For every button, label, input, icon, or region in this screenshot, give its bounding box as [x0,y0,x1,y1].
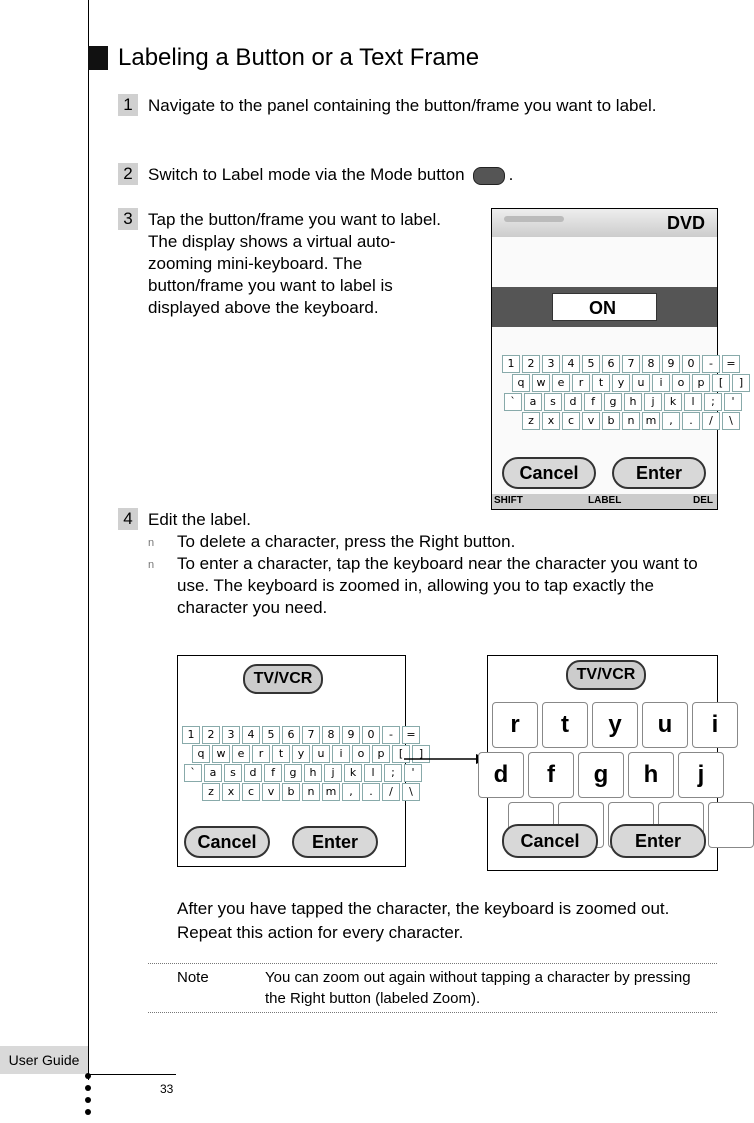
cancel-button[interactable]: Cancel [502,457,596,489]
keyboard-key[interactable]: 6 [602,355,620,373]
screen-label-mode [491,208,744,510]
keyboard-key[interactable]: 4 [562,355,580,373]
key-u[interactable]: u [642,702,688,748]
keyboard-key[interactable]: 0 [682,355,700,373]
keyboard-key[interactable]: w [212,745,230,763]
keyboard-key[interactable]: p [372,745,390,763]
step-number: 1 [118,94,138,116]
keyboard-key[interactable]: ; [704,393,722,411]
footer-line [88,1074,176,1075]
keyboard-key[interactable]: = [722,355,740,373]
keyboard-key[interactable]: h [624,393,642,411]
arrow-right-icon [404,752,488,766]
key-r[interactable]: r [492,702,538,748]
keyboard-key[interactable]: l [364,764,382,782]
keyboard-key[interactable]: c [242,783,260,801]
keyboard-key[interactable]: d [564,393,582,411]
margin-line [88,0,89,1080]
keyboard-key[interactable]: r [572,374,590,392]
zoomed-key-row [492,702,738,748]
keyboard-key[interactable]: e [552,374,570,392]
after-text: After you have tapped the character, the keyboard is zoomed out. Repeat this action for every character. [177,899,670,942]
dots-decoration [85,1073,91,1121]
keyboard-key[interactable]: z [522,412,540,430]
keyboard-key[interactable]: x [542,412,560,430]
keyboard-key[interactable]: c [562,412,580,430]
cancel-button[interactable]: Cancel [184,826,270,858]
keyboard-key[interactable]: n [622,412,640,430]
soft-key-bar [492,494,717,509]
keyboard-key[interactable]: 8 [322,726,340,744]
keyboard-key[interactable]: g [284,764,302,782]
key-i[interactable]: i [692,702,738,748]
keyboard-key[interactable]: y [612,374,630,392]
keyboard-row [512,374,750,392]
keyboard-key[interactable]: / [702,412,720,430]
cancel-button[interactable]: Cancel [502,824,598,858]
keyboard-key[interactable]: 9 [342,726,360,744]
keyboard-row [192,745,430,763]
keyboard-key[interactable]: 7 [302,726,320,744]
keyboard-key[interactable]: 3 [542,355,560,373]
user-guide-tab: User Guide [0,1046,88,1074]
keyboard-key[interactable]: 9 [662,355,680,373]
screen-keyboard-zoomed-out [177,655,424,867]
keyboard-key[interactable]: u [632,374,650,392]
keyboard-key[interactable]: 3 [222,726,240,744]
bullet-text: To delete a character, press the Right button. [177,532,516,551]
keyboard-key[interactable]: [ [392,745,410,763]
keyboard-key[interactable]: 1 [182,726,200,744]
keyboard-key[interactable]: ] [732,374,750,392]
page-title: Labeling a Button or a Text Frame [118,44,480,71]
page-number: 33 [160,1082,174,1096]
title-marker [88,46,108,70]
keyboard-key[interactable]: - [382,726,400,744]
keyboard-key[interactable]: v [582,412,600,430]
keyboard-key[interactable]: m [322,783,340,801]
keyboard-key[interactable]: [ [712,374,730,392]
tv-vcr-button[interactable]: TV/VCR [566,660,646,690]
keyboard-key[interactable]: q [192,745,210,763]
note-rule-top [148,963,717,964]
key-j[interactable]: j [678,752,724,798]
keyboard-key[interactable]: 1 [502,355,520,373]
keyboard-key[interactable]: 6 [282,726,300,744]
keyboard-key[interactable]: - [702,355,720,373]
bullet-icon: n [148,537,155,549]
keyboard-key[interactable]: s [544,393,562,411]
del-key[interactable]: DEL [693,495,713,506]
label-key[interactable]: LABEL [588,495,622,506]
keyboard-key[interactable]: a [524,393,542,411]
keyboard-row [522,412,740,430]
mode-button-icon [473,167,505,185]
keyboard-key[interactable]: t [272,745,290,763]
note-rule-bottom [148,1012,717,1013]
keyboard-key[interactable]: ` [504,393,522,411]
keyboard-key[interactable]: n [302,783,320,801]
keyboard-row [182,726,420,744]
keyboard-row [504,393,742,411]
step-number: 4 [118,508,138,530]
zoomed-key-row [478,752,724,798]
keyboard-key[interactable]: i [332,745,350,763]
keyboard-row [184,764,422,782]
keyboard-key[interactable]: z [202,783,220,801]
keyboard-key[interactable]: 2 [522,355,540,373]
keyboard-key[interactable]: k [664,393,682,411]
step-text: Navigate to the panel containing the button/frame you want to label. [148,96,657,115]
bullet-icon: n [148,559,155,571]
keyboard-key[interactable]: m [642,412,660,430]
tv-vcr-button[interactable]: TV/VCR [243,664,323,694]
keyboard-key[interactable]: h [304,764,322,782]
keyboard-key[interactable]: 7 [622,355,640,373]
keyboard-key[interactable]: u [312,745,330,763]
keyboard-key[interactable]: p [692,374,710,392]
key-partial [708,802,754,848]
key-g[interactable]: g [578,752,624,798]
step-text: Tap the button/frame you want to label. The display shows a virtual auto-zooming mini-keyboard. The button/frame you want to label is displayed above the keyboard. [148,210,441,317]
keyboard-key[interactable]: 8 [642,355,660,373]
screen-header [492,209,717,237]
keyboard-key[interactable]: 2 [202,726,220,744]
partial-key-row [488,802,717,822]
step-text: Edit the label. [148,510,252,529]
keyboard-key[interactable]: q [512,374,530,392]
keyboard-key[interactable]: o [672,374,690,392]
keyboard-key[interactable]: o [352,745,370,763]
keyboard-key[interactable]: . [682,412,700,430]
keyboard-key[interactable]: 5 [582,355,600,373]
keyboard-key[interactable]: 4 [242,726,260,744]
note-text: You can zoom out again without tapping a character by pressing the Right button (labeled Zoom). [265,969,691,1007]
keyboard-key[interactable]: . [362,783,380,801]
step-text [148,164,708,186]
keyboard-key[interactable]: f [264,764,282,782]
keyboard-key[interactable]: j [324,764,342,782]
keyboard-key[interactable]: ` [184,764,202,782]
enter-button[interactable]: Enter [610,824,706,858]
header-bar-icon [504,216,564,222]
keyboard-key[interactable]: \ [402,783,420,801]
keyboard-key[interactable]: l [684,393,702,411]
bullet-text: To enter a character, tap the keyboard near the character you want to use. The keyboard is zoomed in, allowing you to tap exactly the character you need. [177,554,698,617]
keyboard-key[interactable]: , [342,783,360,801]
key-f[interactable]: f [528,752,574,798]
key-d[interactable]: d [478,752,524,798]
step-text-body: Switch to Label mode via the Mode button [148,165,465,184]
keyboard-key[interactable]: ' [724,393,742,411]
note-label: Note [177,969,209,986]
enter-button[interactable]: Enter [612,457,706,489]
keyboard-key[interactable]: 5 [262,726,280,744]
keyboard-key[interactable]: ; [384,764,402,782]
keyboard-key[interactable]: y [292,745,310,763]
keyboard-key[interactable]: b [282,783,300,801]
keyboard-key[interactable]: w [532,374,550,392]
keyboard-key[interactable]: ' [404,764,422,782]
key-h[interactable]: h [628,752,674,798]
step-number: 3 [118,208,138,230]
screen-keyboard-zoomed-in [487,655,718,871]
keyboard-key[interactable]: e [232,745,250,763]
enter-button[interactable]: Enter [292,826,378,858]
step-suffix: . [508,165,514,184]
keyboard-key[interactable]: x [222,783,240,801]
keyboard-key[interactable]: i [652,374,670,392]
keyboard-key[interactable]: g [604,393,622,411]
keyboard-key[interactable]: j [644,393,662,411]
keyboard-key[interactable]: \ [722,412,740,430]
key-t[interactable]: t [542,702,588,748]
step-number: 2 [118,163,138,185]
keyboard-row [502,355,740,373]
keyboard-key[interactable]: s [224,764,242,782]
keyboard-key[interactable]: v [262,783,280,801]
keyboard-row [202,783,420,801]
key-y[interactable]: y [592,702,638,748]
keyboard-key[interactable]: , [662,412,680,430]
keyboard-key[interactable]: ] [412,745,430,763]
keyboard-key[interactable]: d [244,764,262,782]
keyboard-key[interactable]: k [344,764,362,782]
keyboard-key[interactable]: f [584,393,602,411]
keyboard-key[interactable]: a [204,764,222,782]
keyboard-key[interactable]: / [382,783,400,801]
label-field: ON [552,293,657,321]
keyboard-key[interactable]: t [592,374,610,392]
keyboard-key[interactable]: r [252,745,270,763]
shift-key[interactable]: SHIFT [494,495,523,506]
keyboard-key[interactable]: b [602,412,620,430]
keyboard-key[interactable]: = [402,726,420,744]
keyboard-key[interactable]: 0 [362,726,380,744]
screen-title: DVD [666,213,705,233]
